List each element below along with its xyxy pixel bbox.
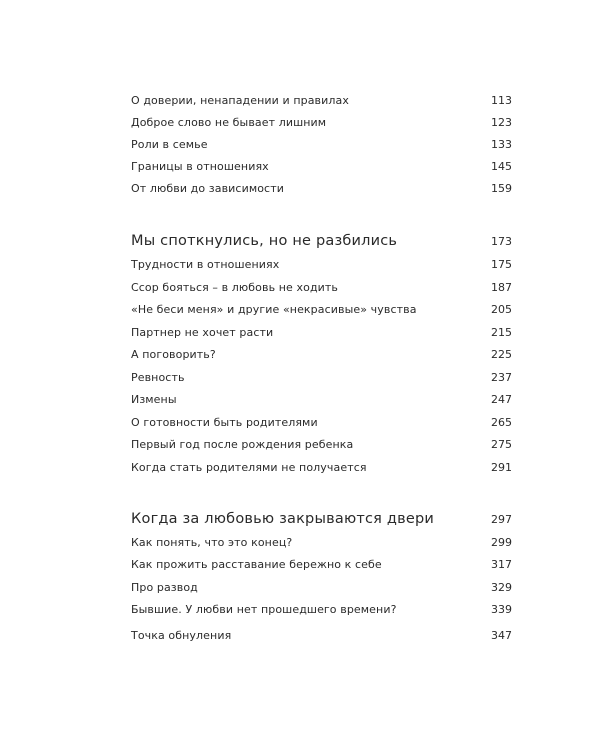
toc-entry[interactable] — [131, 258, 512, 271]
toc-entry[interactable] — [131, 558, 512, 571]
toc-entry-title: Границы в отношениях — [131, 160, 269, 173]
toc-entry-title: А поговорить? — [131, 348, 216, 361]
toc-entry[interactable] — [131, 438, 512, 451]
toc-entry[interactable] — [131, 461, 512, 474]
toc-entry-page: 215 — [491, 326, 512, 339]
toc-entry-title: Доброе слово не бывает лишним — [131, 116, 327, 129]
toc-entry[interactable] — [131, 116, 512, 129]
toc-entry[interactable] — [131, 348, 512, 361]
toc-entry-page: 247 — [491, 393, 512, 406]
toc-section-title: Когда за любовью закрываются двери — [131, 511, 435, 527]
toc-entry-page: 265 — [491, 416, 512, 429]
toc-section-title: Мы споткнулись, но не разбились — [131, 233, 398, 249]
toc-entry-title: Партнер не хочет расти — [131, 326, 274, 339]
toc-entry-title: Про развод — [131, 581, 198, 594]
toc-entry[interactable] — [131, 138, 512, 151]
toc-entry-page: 347 — [491, 629, 512, 642]
toc-entry-page: 339 — [491, 603, 512, 616]
toc-section-page: 297 — [491, 513, 512, 526]
toc-entry[interactable] — [131, 160, 512, 173]
toc-entry-title: Бывшие. У любви нет прошедшего времени? — [131, 603, 397, 616]
toc-entry-title: Как прожить расставание бережно к себе — [131, 558, 382, 571]
toc-entry[interactable] — [131, 393, 512, 406]
toc-entry-title: Ревность — [131, 371, 185, 384]
toc-entry-page: 317 — [491, 558, 512, 571]
toc-entry-page: 113 — [491, 94, 512, 107]
toc-entry[interactable] — [131, 629, 512, 642]
toc-entry[interactable] — [131, 603, 512, 616]
toc-entry-page: 175 — [491, 258, 512, 271]
toc-entry-page: 123 — [491, 116, 512, 129]
toc-entry-page: 329 — [491, 581, 512, 594]
toc-entry[interactable] — [131, 536, 512, 549]
toc-entry-page: 291 — [491, 461, 512, 474]
toc-section-heading[interactable] — [131, 511, 512, 527]
toc-entry-title: О доверии, ненападении и правилах — [131, 94, 349, 107]
toc-entry[interactable] — [131, 326, 512, 339]
toc-entry-page: 299 — [491, 536, 512, 549]
toc-entry[interactable] — [131, 581, 512, 594]
toc-entry-title: Роли в семье — [131, 138, 208, 151]
toc-entry-title: Измены — [131, 393, 177, 406]
toc-entry-title: Точка обнуления — [131, 629, 232, 642]
toc-entry-title: О готовности быть родителями — [131, 416, 318, 429]
toc-section-page: 173 — [491, 235, 512, 248]
toc-entry-title: «Не беси меня» и другие «некрасивые» чувства — [131, 303, 417, 316]
toc-entry-page: 133 — [491, 138, 512, 151]
toc-entry-title: От любви до зависимости — [131, 182, 284, 195]
toc-entry-page: 187 — [491, 281, 512, 294]
toc-entry-title: Первый год после рождения ребенка — [131, 438, 354, 451]
toc-entry[interactable] — [131, 371, 512, 384]
toc-entry-title: Трудности в отношениях — [131, 258, 280, 271]
toc-entry-page: 237 — [491, 371, 512, 384]
toc-entry[interactable] — [131, 94, 512, 107]
toc-entry-title: Когда стать родителями не получается — [131, 461, 367, 474]
toc-entry[interactable] — [131, 303, 512, 316]
toc-entry-title: Ссор бояться – в любовь не ходить — [131, 281, 339, 294]
toc-entry[interactable] — [131, 182, 512, 195]
toc-entry-page: 145 — [491, 160, 512, 173]
toc-entry[interactable] — [131, 281, 512, 294]
toc-entry-title: Как понять, что это конец? — [131, 536, 293, 549]
toc-entry-page: 205 — [491, 303, 512, 316]
toc-entry-page: 159 — [491, 182, 512, 195]
toc-entry-page: 275 — [491, 438, 512, 451]
toc-entry[interactable] — [131, 416, 512, 429]
toc-entry-page: 225 — [491, 348, 512, 361]
toc-section-heading[interactable] — [131, 233, 512, 249]
